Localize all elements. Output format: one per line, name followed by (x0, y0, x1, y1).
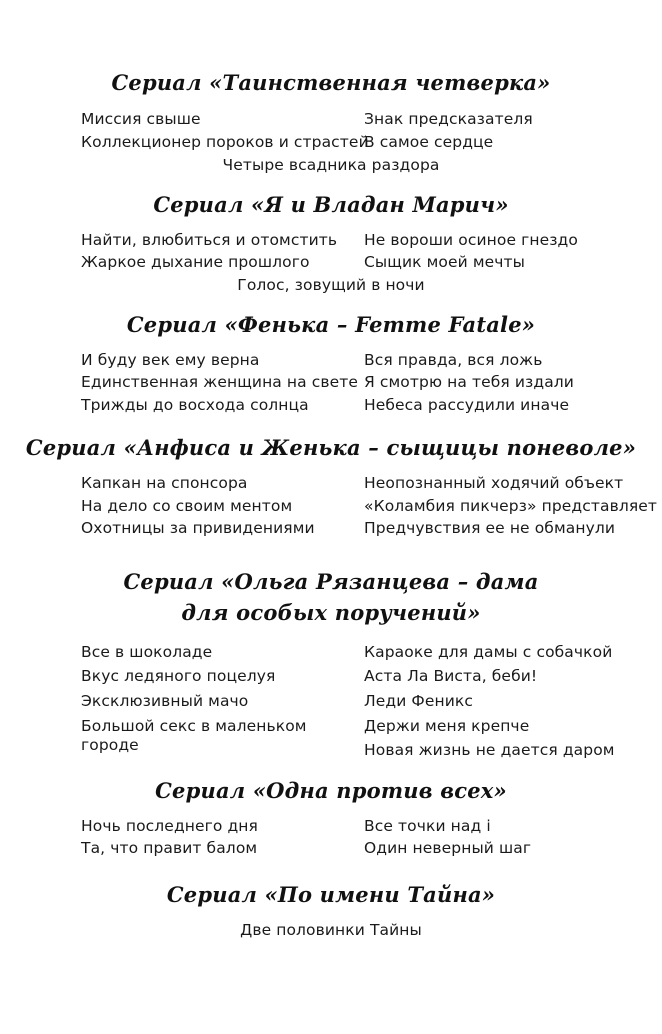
book-title: Единственная женщина на свете (81, 373, 359, 391)
book-title: Коллекционер пороков и страстей (81, 133, 369, 151)
book-title: Жаркое дыхание прошлого (81, 253, 310, 271)
book-title: На дело со своим ментом (81, 497, 293, 515)
book-title: «Коламбия пикчерз» представляет (364, 497, 658, 515)
book-title: Трижды до восхода солнца (81, 396, 309, 414)
series-title-anfisa-i-zhenka: Сериал «Анфиса и Женька – сыщицы поневоле» (25, 435, 637, 460)
book-title: Эксклюзивный мачо (81, 692, 249, 710)
book-title: Небеса рассудили иначе (364, 396, 570, 414)
book-title: Две половинки Тайны (240, 921, 422, 939)
book-title: Все точки над i (364, 817, 491, 835)
book-title: Знак предсказателя (364, 110, 533, 128)
book-title: Держи меня крепче (364, 717, 530, 735)
book-title: Голос, зовущий в ночи (237, 276, 425, 294)
book-title: Та, что правит балом (81, 839, 258, 857)
book-title: Большой секс в маленьком городе (81, 717, 307, 754)
series-title-odna-protiv-vseh: Сериал «Одна против всех» (155, 778, 507, 803)
book-title: Охотницы за привидениями (81, 519, 315, 537)
series-title-tainstvennaya-chetverka: Сериал «Таинственная четверка» (111, 70, 551, 95)
book-title: Леди Феникс (364, 692, 473, 710)
book-title: Найти, влюбиться и отомстить (81, 231, 338, 249)
book-title: Сыщик моей мечты (364, 253, 525, 271)
book-title: В самое сердце (364, 133, 494, 151)
book-title: Я смотрю на тебя издали (364, 373, 574, 391)
series-title-olga-ryazantseva-line2: для особых поручений» (181, 600, 481, 625)
series-title-ya-i-vladan-marich: Сериал «Я и Владан Марич» (153, 192, 509, 217)
book-title: Один неверный шаг (364, 839, 532, 857)
book-title: Ночь последнего дня (81, 817, 258, 835)
book-title: Все в шоколаде (81, 643, 213, 661)
series-title-po-imeni-tayna: Сериал «По имени Тайна» (166, 882, 496, 907)
book-title: Аста Ла Виста, беби! (364, 667, 538, 685)
book-title: Капкан на спонсора (81, 474, 248, 492)
book-title: Вкус ледяного поцелуя (81, 667, 276, 685)
series-title-olga-ryazantseva-line1: Сериал «Ольга Рязанцева – дама (123, 569, 539, 594)
book-title: И буду век ему верна (81, 351, 260, 369)
book-title: Четыре всадника раздора (222, 156, 440, 174)
book-title: Вся правда, вся ложь (364, 351, 543, 369)
book-title: Новая жизнь не дается даром (364, 741, 615, 759)
series-title-fenka-femme-fatale: Сериал «Фенька – Femme Fatale» (126, 312, 536, 337)
book-title: Не вороши осиное гнездо (364, 231, 578, 249)
book-title: Предчувствия ее не обманули (364, 519, 616, 537)
book-title: Караоке для дамы с собачкой (364, 643, 613, 661)
book-title: Неопознанный ходячий объект (364, 474, 624, 492)
book-title: Миссия свыше (81, 110, 201, 128)
